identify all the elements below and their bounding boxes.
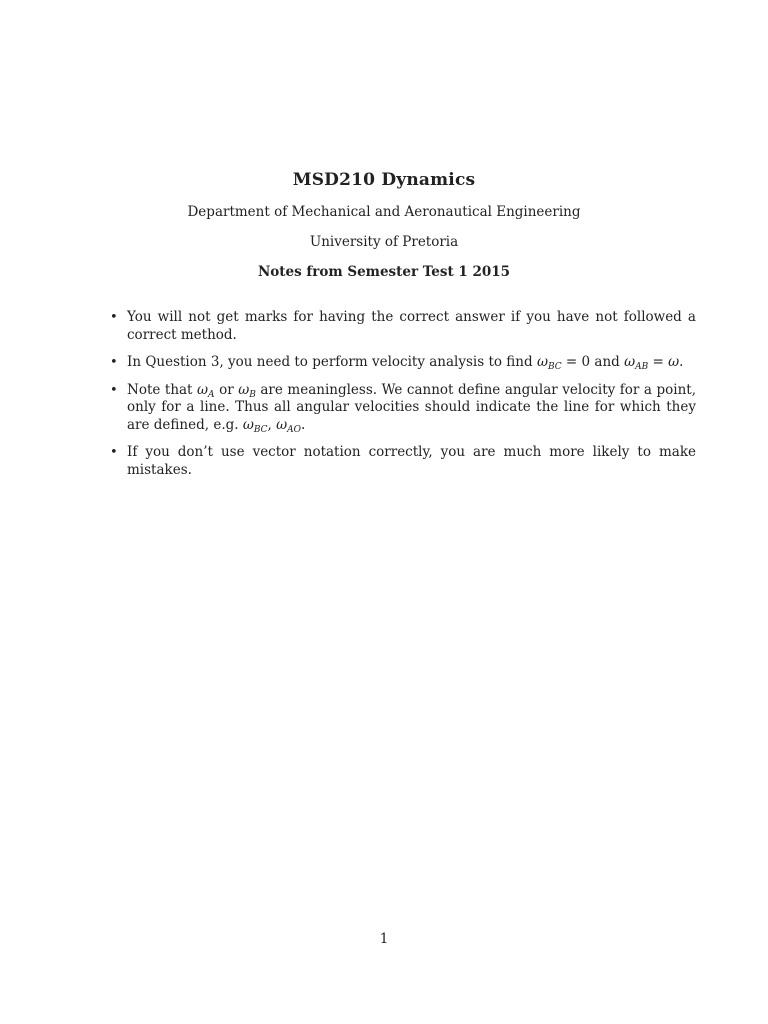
omega-ao-symbol: $\omega_{AO}$ <box>276 416 302 435</box>
university-name: University of Pretoria <box>309 234 459 250</box>
note-text-end: . <box>301 416 306 433</box>
department-name: Department of Mechanical and Aeronautical Engineering <box>187 204 581 220</box>
note-text-eq: = <box>648 354 669 370</box>
notes-list <box>108 309 696 489</box>
bullet-icon: • <box>110 445 118 460</box>
note-item-marks <box>108 309 696 344</box>
bullet-icon: • <box>110 382 118 398</box>
note-text: If you don’t use vector notation correctly, you are much more likely to make mistakes. <box>127 444 696 478</box>
document-title: MSD210 Dynamics <box>292 170 476 190</box>
omega-b-symbol: $\omega_B$ <box>238 381 256 400</box>
note-text: In Question 3, you need to perform velocity analysis to find <box>127 354 537 370</box>
note-item-question3 <box>108 354 696 372</box>
note-text: Note that <box>127 381 198 398</box>
document-subtitle: Notes from Semester Test 1 2015 <box>257 264 511 280</box>
note-item-vector-notation <box>108 444 696 479</box>
note-text-or: or <box>214 381 239 398</box>
omega-symbol: ω <box>668 354 680 370</box>
bullet-icon: • <box>110 310 118 325</box>
note-text-and: and <box>590 354 625 370</box>
bullet-icon: • <box>110 355 118 370</box>
omega-bc-symbol: $\omega_{BC}$ <box>536 354 562 372</box>
note-text-comma: , <box>267 416 277 433</box>
note-text-eq-zero: = 0 <box>561 354 591 370</box>
note-item-angular-velocity <box>108 382 696 435</box>
note-text-body: are meaningless. We cannot define angular velocity for a point, only for a line. Thus all angular velocities should indicate the line for which they are defined, e.g. <box>127 381 696 433</box>
omega-ab-symbol: $\omega_{AB}$ <box>624 354 649 372</box>
note-text: You will not get marks for having the correct answer if you have not followed a correct method. <box>127 309 696 343</box>
note-text-end: . <box>679 354 684 370</box>
omega-a-symbol: $\omega_A$ <box>197 381 215 400</box>
page-number: 1 <box>379 931 389 947</box>
omega-bc-symbol: $\omega_{BC}$ <box>242 416 268 435</box>
